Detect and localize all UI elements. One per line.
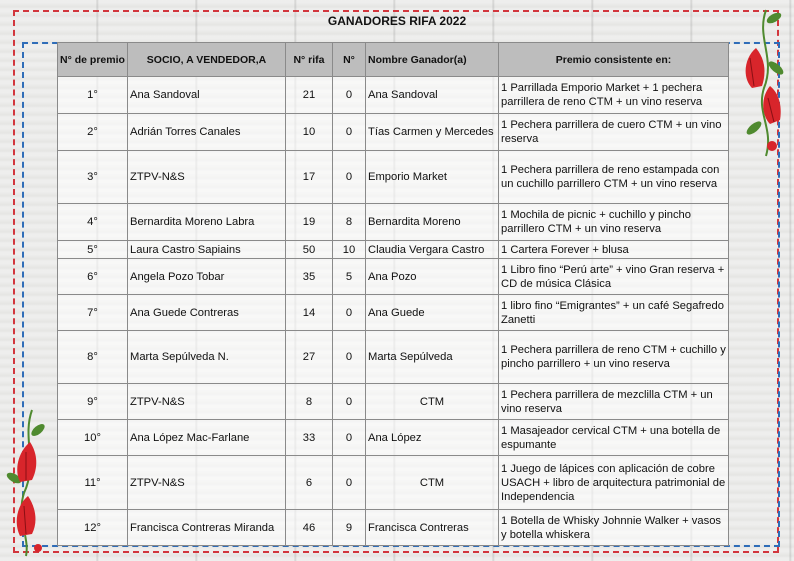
table-row [58, 510, 729, 546]
cell-premio: 4° [58, 204, 128, 241]
copihue-flower-icon [4, 408, 48, 558]
table-row [58, 259, 729, 295]
cell-n: 0 [333, 295, 366, 331]
cell-premio-detalle: 1 Masajeador cervical CTM + una botella de espumante [499, 420, 729, 456]
cell-premio-detalle: 1 libro fino “Emigrantes” + un café Segafredo Zanetti [499, 295, 729, 331]
table-row [58, 204, 729, 241]
cell-n: 0 [333, 77, 366, 114]
cell-premio-detalle: 1 Pechera parrillera de reno estampada con un cuchillo parrillero CTM + un vino reserva [499, 151, 729, 204]
table-row [58, 151, 729, 204]
cell-rifa: 19 [286, 204, 333, 241]
cell-premio-detalle: 1 Pechera parrillera de cuero CTM + un vino reserva [499, 114, 729, 151]
cell-ganador: Ana Sandoval [366, 77, 499, 114]
cell-premio: 2° [58, 114, 128, 151]
cell-ganador: Ana Guede [366, 295, 499, 331]
cell-rifa: 50 [286, 241, 333, 259]
col-header-n: N° [333, 43, 366, 77]
cell-ganador: Bernardita Moreno [366, 204, 499, 241]
cell-n: 8 [333, 204, 366, 241]
cell-socio: Ana Guede Contreras [128, 295, 286, 331]
cell-socio: Marta Sepúlveda N. [128, 331, 286, 384]
cell-n: 0 [333, 384, 366, 420]
cell-rifa: 35 [286, 259, 333, 295]
cell-n: 0 [333, 114, 366, 151]
cell-premio: 3° [58, 151, 128, 204]
cell-socio: Adrián Torres Canales [128, 114, 286, 151]
cell-socio: ZTPV-N&S [128, 456, 286, 510]
cell-premio-detalle: 1 Libro fino “Perú arte” + vino Gran reserva + CD de música Clásica [499, 259, 729, 295]
cell-socio: Laura Castro Sapiains [128, 241, 286, 259]
table-header-row [58, 43, 729, 77]
cell-rifa: 14 [286, 295, 333, 331]
col-header-premio-detalle: Premio consistente en: [499, 43, 729, 77]
cell-socio: Ana Sandoval [128, 77, 286, 114]
cell-socio: Angela Pozo Tobar [128, 259, 286, 295]
cell-ganador: Tías Carmen y Mercedes [366, 114, 499, 151]
cell-rifa: 46 [286, 510, 333, 546]
cell-rifa: 8 [286, 384, 333, 420]
cell-ganador: Emporio Market [366, 151, 499, 204]
cell-ganador: Francisca Contreras [366, 510, 499, 546]
col-header-socio: SOCIO, A VENDEDOR,A [128, 43, 286, 77]
cell-n: 0 [333, 456, 366, 510]
col-header-rifa: N° rifa [286, 43, 333, 77]
cell-socio: ZTPV-N&S [128, 384, 286, 420]
copihue-flower-icon [736, 8, 786, 158]
cell-ganador: Ana Pozo [366, 259, 499, 295]
cell-rifa: 27 [286, 331, 333, 384]
cell-premio: 8° [58, 331, 128, 384]
cell-n: 10 [333, 241, 366, 259]
cell-n: 9 [333, 510, 366, 546]
cell-premio: 6° [58, 259, 128, 295]
cell-premio: 11° [58, 456, 128, 510]
cell-premio: 7° [58, 295, 128, 331]
cell-premio: 9° [58, 384, 128, 420]
cell-premio-detalle: 1 Juego de lápices con aplicación de cobre USACH + libro de arquitectura patrimonial de Independencia [499, 456, 729, 510]
table-row [58, 241, 729, 259]
table-row [58, 384, 729, 420]
cell-ganador: Ana López [366, 420, 499, 456]
cell-premio-detalle: 1 Pechera parrillera de reno CTM + cuchillo y pincho parrillero + un vino reserva [499, 331, 729, 384]
cell-n: 0 [333, 151, 366, 204]
cell-premio-detalle: 1 Mochila de picnic + cuchillo y pincho parrillero CTM + un vino reserva [499, 204, 729, 241]
cell-premio: 5° [58, 241, 128, 259]
cell-n: 0 [333, 331, 366, 384]
cell-premio-detalle: 1 Parrillada Emporio Market + 1 pechera parrillera de reno CTM + un vino reserva [499, 77, 729, 114]
cell-socio: ZTPV-N&S [128, 151, 286, 204]
cell-n: 5 [333, 259, 366, 295]
table-row [58, 420, 729, 456]
table-row [58, 295, 729, 331]
cell-rifa: 21 [286, 77, 333, 114]
col-header-premio: N° de premio [58, 43, 128, 77]
cell-socio: Ana López Mac-Farlane [128, 420, 286, 456]
page-title: GANADORES RIFA 2022 [327, 14, 467, 28]
cell-socio: Francisca Contreras Miranda [128, 510, 286, 546]
cell-socio: Bernardita Moreno Labra [128, 204, 286, 241]
cell-ganador: Claudia Vergara Castro [366, 241, 499, 259]
cell-rifa: 17 [286, 151, 333, 204]
winners-table [57, 42, 729, 546]
table-row [58, 114, 729, 151]
cell-ganador: CTM [366, 384, 499, 420]
cell-premio: 12° [58, 510, 128, 546]
cell-ganador: CTM [366, 456, 499, 510]
cell-premio-detalle: 1 Cartera Forever + blusa [499, 241, 729, 259]
col-header-ganador: Nombre Ganador(a) [366, 43, 499, 77]
cell-premio: 1° [58, 77, 128, 114]
table-row [58, 456, 729, 510]
cell-premio-detalle: 1 Pechera parrillera de mezclilla CTM + un vino reserva [499, 384, 729, 420]
cell-rifa: 10 [286, 114, 333, 151]
cell-rifa: 33 [286, 420, 333, 456]
table-row [58, 331, 729, 384]
cell-rifa: 6 [286, 456, 333, 510]
table-row [58, 77, 729, 114]
cell-n: 0 [333, 420, 366, 456]
cell-premio-detalle: 1 Botella de Whisky Johnnie Walker + vasos y botella whiskera [499, 510, 729, 546]
cell-premio: 10° [58, 420, 128, 456]
cell-ganador: Marta Sepúlveda [366, 331, 499, 384]
